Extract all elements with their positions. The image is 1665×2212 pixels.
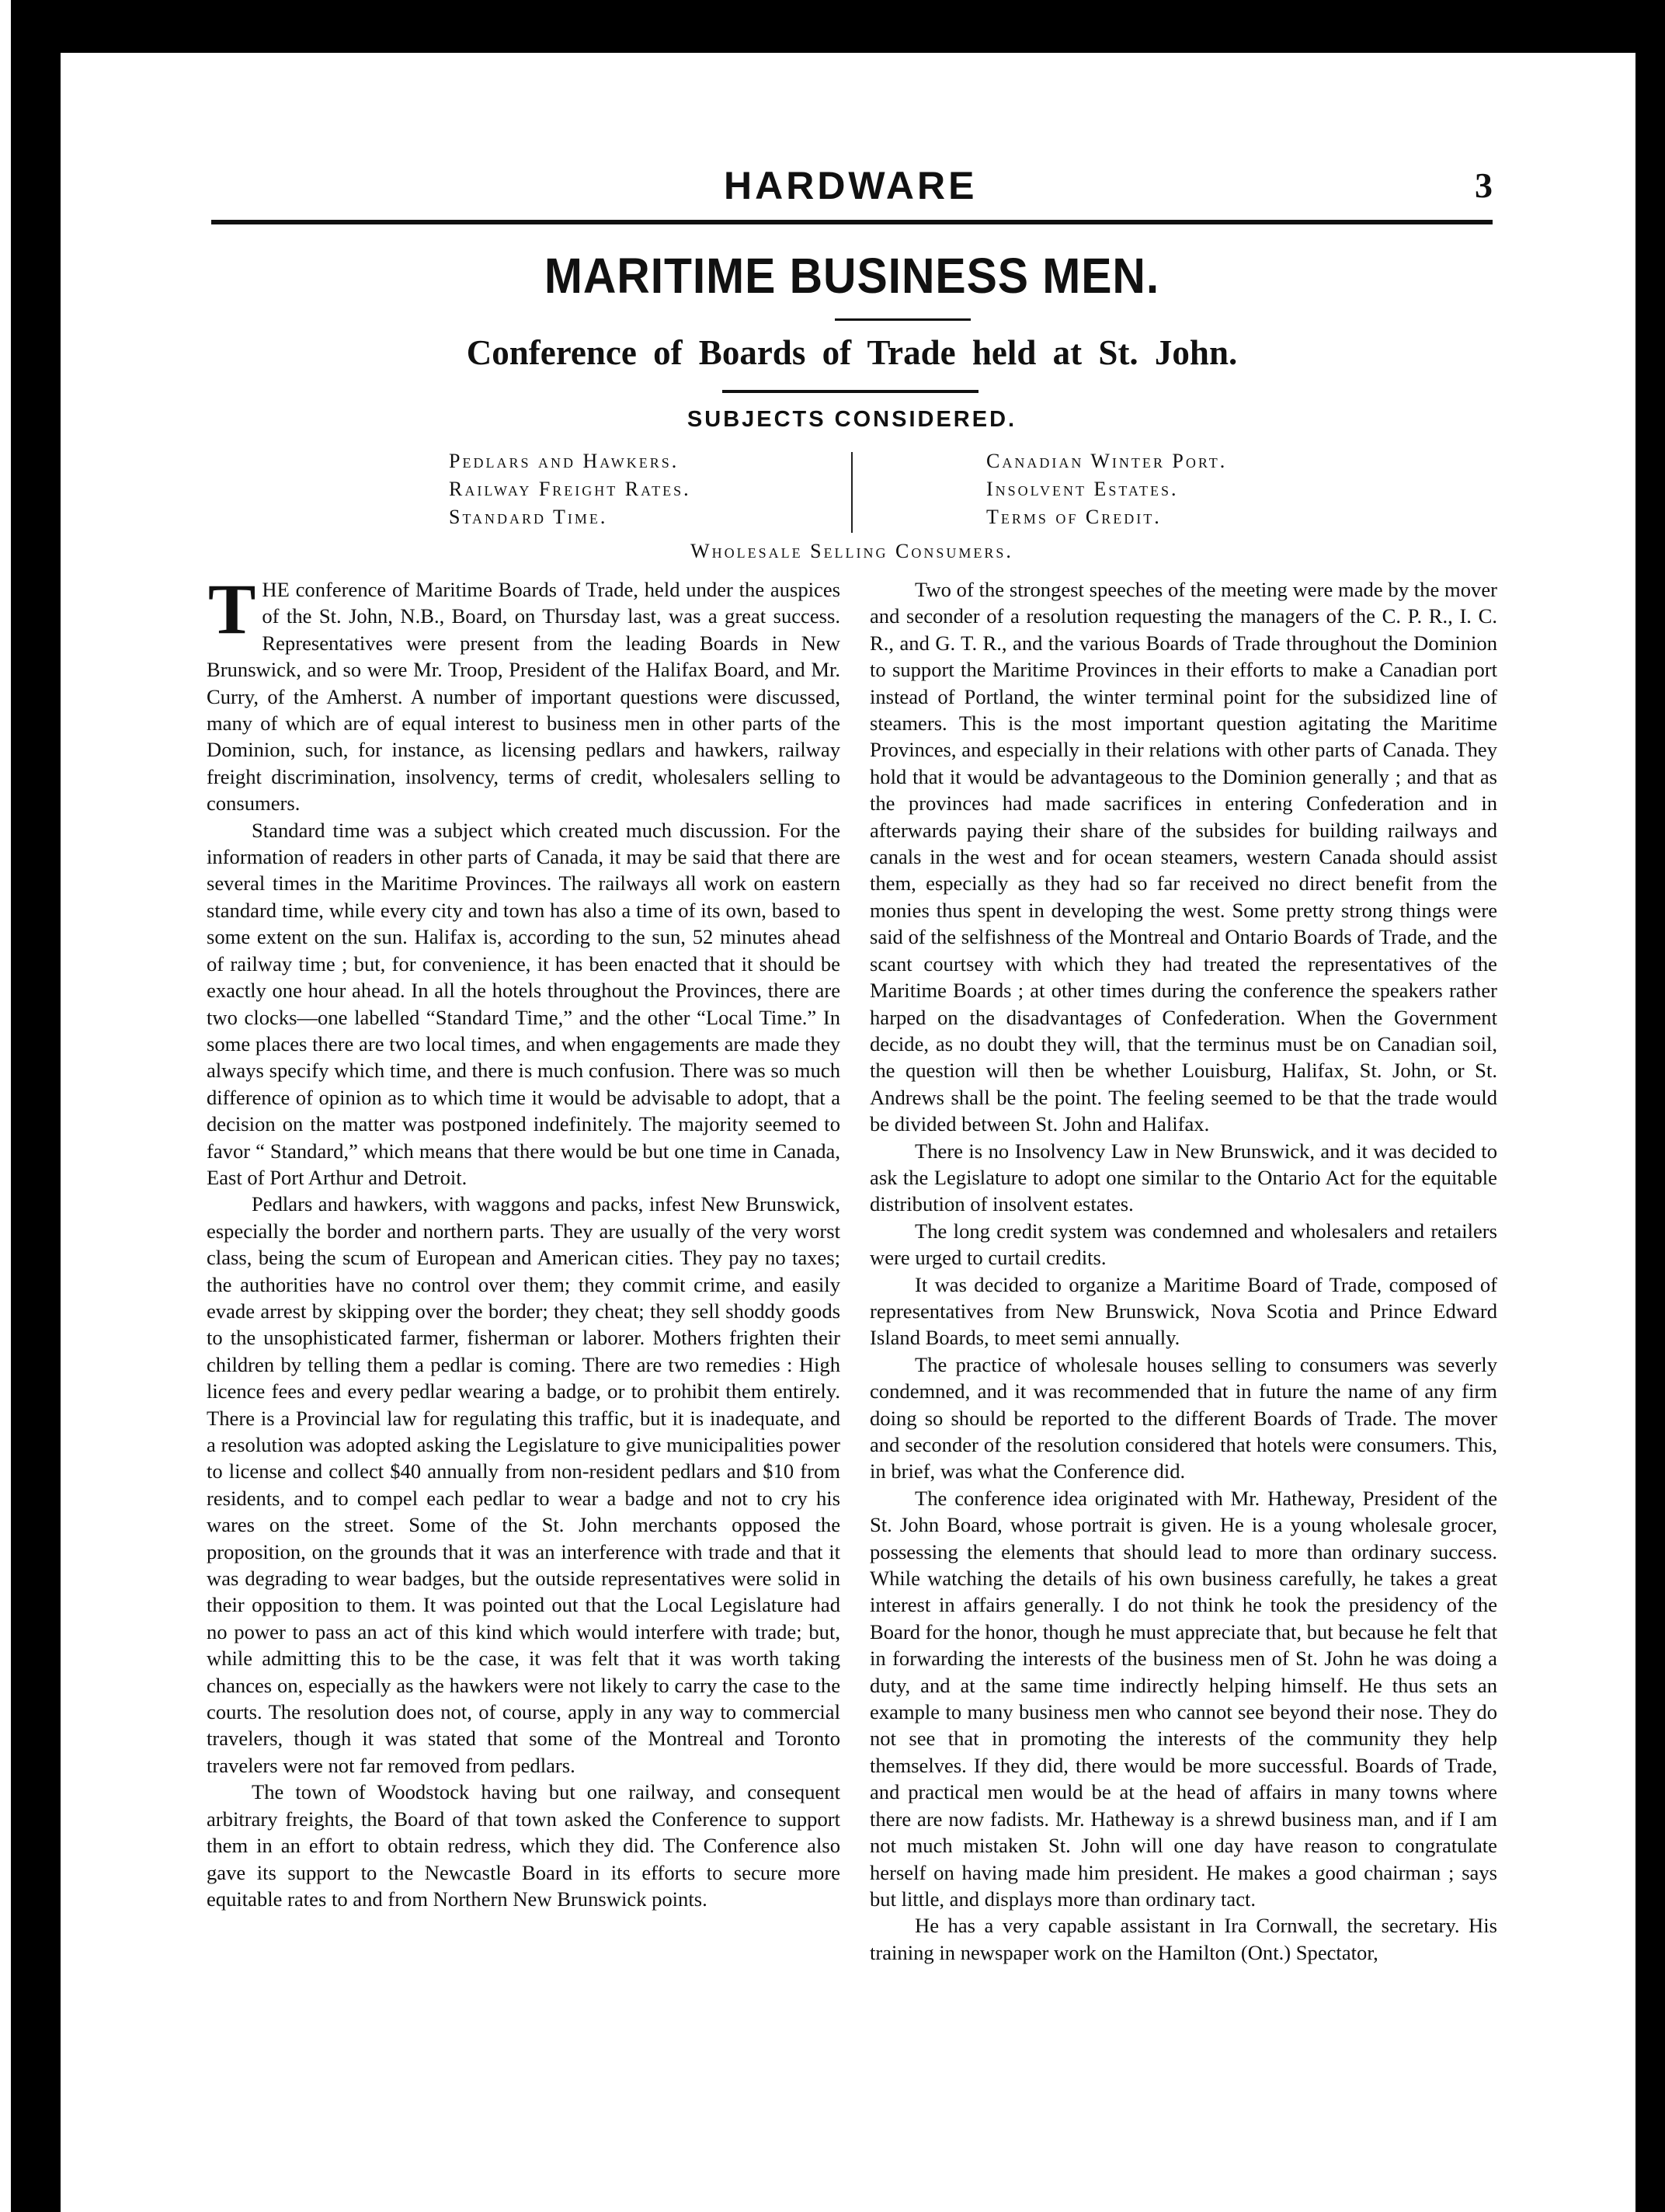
subjects-list-left	[449, 447, 691, 531]
text-column-right	[870, 576, 1497, 1966]
title-rule	[835, 318, 971, 321]
paragraph: The long credit system was condemned and wholesalers and retailers were urged to curtail credits.	[870, 1219, 1497, 1270]
subject-item-centered: Wholesale Selling Consumers.	[690, 540, 1013, 562]
paragraph: It was decided to organize a Maritime Board of Trade, composed of representatives from New Brunswick, Nova Scotia and Prince Edward Island Boards, to meet semi annually.	[870, 1272, 1497, 1350]
page-number: 3	[1475, 165, 1493, 205]
subject-item: Pedlars and Hawkers.	[449, 450, 680, 472]
paragraph: Pedlars and hawkers, with waggons and packs, infest New Brunswick, especially the border and northern parts. They are usually of the very worst class, being the scum of European and American cities. They pay no taxes; the authorities have no control over them; they commit crime, and easily evade arrest by skipping over the border; they cheat; they sell shoddy goods to the unsophisticated farmer, fisherman or laborer. Mothers frighten their children by telling them a pedlar is coming. There are two remedies : High licence fees and every pedlar wearing a badge, or to prohibit them entirely. There is a Provincial law for regulating this traffic, but it is inadequate, and a resolution was adopted asking the Legislature to give municipalities power to license and collect $40 annually from non-resident pedlars and $10 from residents, and to compel each pedlar to wear a badge and not to cry his wares on the street. Some of the St. John merchants opposed the proposition, on the grounds that it was an interference with trade and that it was degrading to wear badges, but the outside representatives were solid in their opposition to them. It was pointed out that the Local Legislature had no power to pass an act of this kind which would interfere with trade; but, while admitting this to be the case, it was felt that it was worth taking chances on, especially as the hawkers were not likely to carry the case to the courts. The resolution does not, of course, apply in any way to commercial travelers, though it was stated that some of the Montreal and Toronto travelers were not far removed from pedlars.	[207, 1192, 840, 1777]
page-edge-left	[0, 0, 11, 2212]
paragraph	[207, 569, 840, 817]
paragraph: The conference idea originated with Mr. Hatheway, President of the St. John Board, whose portrait is given. He is a young wholesale grocer, possessing the elements that should lead to more than ordinary success. While watching the details of his own business carefully, he takes a great interest in affairs generally. I do not think he took the presidency of the Board for the honor, though he must appreciate that, but because he felt that in forwarding the interests of the business men of St. John he was doing a duty, and at the same time indirectly helping himself. He thus sets an example to many business men who cannot see beyond their nose. They do not see that in promoting the interests of the community they help themselves. If they did, there would be more successful. Boards of Trade, and practical men would be at the head of affairs in many towns where there are now fadists. Mr. Hatheway is a shrewd business man, and if I am not much mistaken St. John will one day have reason to congratulate herself on having made him president. He makes a good chairman ; says but little, and displays more than ordinary tact.	[870, 1486, 1497, 1911]
paragraph: Two of the strongest speeches of the meeting were made by the mover and seconder of a resolution requesting the managers of the C. P. R., I. C. R., and G. T. R., and the various Boards of Trade throughout the Dominion to support the Maritime Provinces in their efforts to make a Canadian port instead of Portland, the winter terminal point for the subsidized line of steamers. This is the most important question agitating the Maritime Provinces, and especially in their relations with other parts of Canada. They hold that it would be advantageous to the Dominion generally ; and that as the provinces had made sacrifices in entering Confederation and in afterwards paying their share of the subsides for building railways and canals in the west and for ocean steamers, western Canada should assist them, especially as they had so far received no direct benefit from the monies thus spent in developing the west. Some pretty strong things were said of the selfishness of the Montreal and Ontario Boards of Trade, and the scant courtsey with which they had treated the representatives of the Maritime Boards ; at other times during the conference the speakers rather harped on the disadvantages of Confederation. When the Government decide, as no doubt they will, that the terminus must be on Canadian soil, the question will then be whether Louisburg, Halifax, St. John, or St. Andrews shall be the point. The feeling seemed to be that the trade would be divided between St. John and Halifax.	[870, 578, 1497, 1136]
subject-item: Canadian Winter Port.	[986, 450, 1228, 472]
subjects-divider	[851, 452, 853, 533]
article-title: MARITIME BUSINESS MEN.	[544, 248, 1160, 304]
running-header	[211, 163, 1493, 210]
subject-item: Railway Freight Rates.	[449, 478, 691, 500]
paragraph: Standard time was a subject which created much discussion. For the information of readers in other parts of Canada, it may be said that there are several times in the Maritime Provinces. The railways all work on eastern standard time, while every city and town has also a time of its own, based to some extent on the sun. Halifax is, according to the sun, 52 minutes ahead of railway time ; but, for convenience, it has been enacted that it should be exactly one hour ahead. In all the hotels throughout the Provinces, there are two clocks—one labelled “Standard Time,” and the other “Local Time.” In some places there are two local times, and when engagements are made they always specify which time, and there is much confusion. There was so much difference of opinion as to which time it would be advisable to adopt, that a decision on the matter was postponed indefinitely. The majority seemed to favor “ Standard,” which means that there would be but one time in Canada, East of Port Arthur and Detroit.	[207, 818, 840, 1189]
subjects-heading: SUBJECTS CONSIDERED.	[687, 407, 1017, 432]
drop-cap: T	[208, 569, 256, 649]
paragraph: He has a very capable assistant in Ira Cornwall, the secretary. His training in newspaper work on the Hamilton (Ont.) Spectator,	[870, 1914, 1497, 1964]
subject-item: Standard Time.	[449, 506, 608, 528]
subject-item: Insolvent Estates.	[986, 478, 1179, 500]
header-rule	[211, 220, 1493, 224]
paragraph: There is no Insolvency Law in New Brunswick, and it was decided to ask the Legislature to adopt one similar to the Ontario Act for the equitable distribution of insolvent estates.	[870, 1139, 1497, 1216]
paragraph: The practice of wholesale houses selling to consumers was severly condemned, and it was recommended that in future the name of any firm doing so should be reported to the different Boards of Trade. The mover and seconder of the resolution considered that hotels were consumers. This, in brief, was what the Conference did.	[870, 1352, 1497, 1483]
paragraph-text: HE conference of Maritime Boards of Trade, held under the auspices of the St. John, N.B., Board, on Thursday last, was a great success. Representatives were present from the leading Boards in New Brunswick, and so were Mr. Troop, President of the Halifax Board, and Mr. Curry, of the Amherst. A number of important questions were discussed, many of which are of equal interest to business men in other parts of the Dominion, such, for instance, as licensing pedlars and hawkers, railway freight discrimination, insolvency, terms of credit, wholesalers selling to consumers.	[207, 578, 840, 816]
paragraph: The town of Woodstock having but one railway, and consequent arbitrary freights, the Board of that town asked the Conference to support them in an effort to obtain redress, which they did. The Conference also gave its support to the Newcastle Board in its efforts to secure more equitable rates to and from Northern New Brunswick points.	[207, 1780, 840, 1911]
subtitle-rule	[722, 390, 978, 393]
article-subtitle: Conference of Boards of Trade held at St. John.	[466, 333, 1238, 372]
text-column-left	[207, 569, 840, 1912]
subject-item: Terms of Credit.	[986, 506, 1162, 528]
subjects-list-right	[986, 447, 1227, 531]
running-head-title: HARDWARE	[724, 164, 978, 207]
